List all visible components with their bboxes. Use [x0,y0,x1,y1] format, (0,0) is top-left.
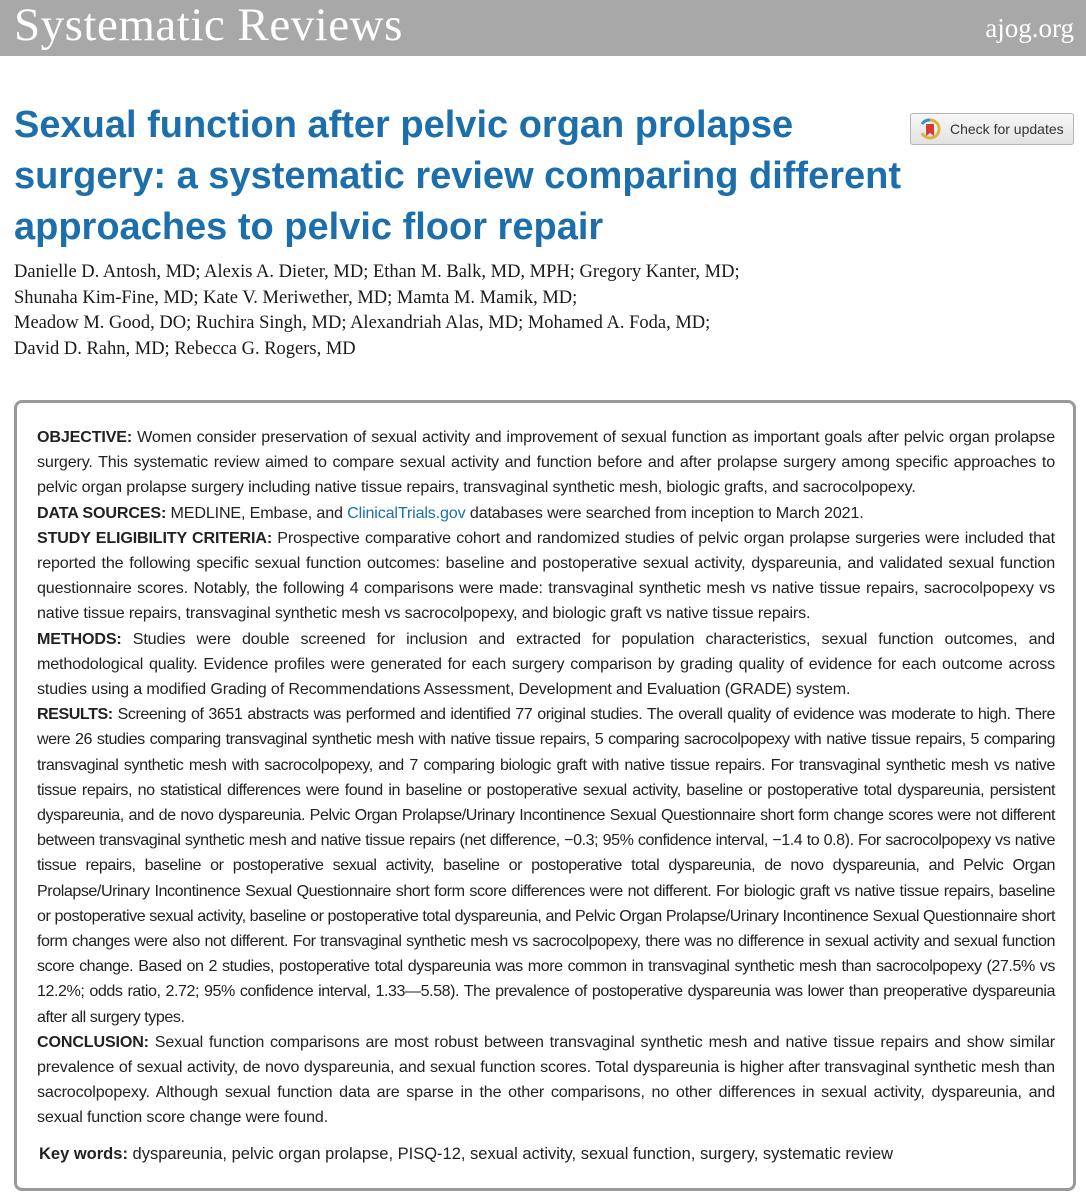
journal-site-link[interactable]: ajog.org [985,13,1074,43]
methods-heading: METHODS: [37,629,122,648]
eligibility-heading: STUDY ELIGIBILITY CRITERIA: [37,528,273,547]
journal-section-title: Systematic Reviews [14,0,403,51]
keywords-heading: Key words: [39,1145,128,1163]
conclusion-text: Sexual function comparisons are most robust between transvaginal synthetic mesh and native tissue repairs and show similar prevalence of sexual activity, de novo dyspareunia, and sexual function scores. Total dyspareunia is higher after transvaginal synthetic mesh than sacrocolpopexy. Although sexual function data are sparse in the other comparisons, no other differences in sexual activity, dyspareunia, and sexual function score change were found. [37,1032,1055,1127]
journal-header-bar [0,0,1086,56]
methods-section [37,627,1055,703]
author-line: Meadow M. Good, DO; Ruchira Singh, MD; Alexandriah Alas, MD; Mohamed A. Foda, MD; [14,313,711,333]
data-sources-heading: DATA SOURCES: [37,503,167,522]
check-for-updates-label: Check for updates [950,121,1064,137]
results-section [37,702,1055,1030]
article-title: Sexual function after pelvic organ prolapse surgery: a systematic review comparing different approaches to pelvic floor repair [14,104,901,248]
objective-section [37,425,1055,501]
keywords-text: dyspareunia, pelvic organ prolapse, PISQ-12, sexual activity, sexual function, surgery, systematic review [132,1145,894,1163]
methods-text: Studies were double screened for inclusion and extracted for population characteristics, sexual function outcomes, and methodological quality. Evidence profiles were generated for each surgery comparison by grading quality of evidence for each outcome across studies using a modified Grading of Recommendations Assessment, Development and Evaluation (GRADE) system. [37,629,1055,699]
results-text: Screening of 3651 abstracts was performed and identified 77 original studies. The overall quality of evidence was moderate to high. There were 26 studies comparing transvaginal synthetic mesh with native tissue repairs, 5 comparing sacrocolpopexy with native tissue repairs, 5 comparing transvaginal synthetic mesh with sacrocolpopexy, and 7 comparing biologic graft with native tissue repairs. For transvaginal synthetic mesh vs native tissue repairs, no statistical differences were found in baseline or postoperative sexual activity, baseline or postoperative total dyspareunia, persistent dyspareunia, and de novo dyspareunia. Pelvic Organ Prolapse/Urinary Incontinence Sexual Questionnaire short form change scores were not different between transvaginal synthetic mesh and native tissue repairs (net difference, −0.3; 95% confidence interval, −1.4 to 0.8). For sacrocolpopexy vs native tissue repairs, baseline or postoperative sexual activity, baseline or postoperative total dyspareunia, de novo dyspareunia, and Pelvic Organ Prolapse/Urinary Incontinence Sexual Questionnaire short form score differences were not different. For biologic graft vs native tissue repairs, baseline or postoperative sexual activity, baseline or postoperative total dyspareunia, and Pelvic Organ Prolapse/Urinary Incontinence Sexual Questionnaire short form changes were also not different. For transvaginal synthetic mesh vs sacrocolpopexy, there was no difference in sexual activity and sexual function score change. Based on 2 studies, postoperative total dyspareunia was more common in transvaginal synthetic mesh than sacrocolpopexy (27.5% vs 12.2%; odds ratio, 2.72; 95% confidence interval, 1.33—5.58). The prevalence of postoperative dyspareunia was lower than preoperative dyspareunia after all surgery types. [37,705,1055,1026]
eligibility-section [37,526,1055,627]
keywords-line [39,1145,1057,1164]
eligibility-text: Prospective comparative cohort and randomized studies of pelvic organ prolapse surgeries were included that reported the following specific sexual function outcomes: baseline and postoperative sexual activity, dyspareunia, and validated sexual function questionnaire scores. Notably, the following 4 comparisons were made: transvaginal synthetic mesh vs native tissue repairs, sacrocolpopexy vs native tissue repairs, transvaginal synthetic mesh vs sacrocolpopexy, and biologic graft vs native tissue repairs. [37,528,1055,623]
data-sources-text: MEDLINE, Embase, and [170,503,343,522]
conclusion-heading: CONCLUSION: [37,1032,149,1051]
data-sources-text-end: databases were searched from inception to March 2021. [469,503,864,522]
author-line: Danielle D. Antosh, MD; Alexis A. Dieter, MD; Ethan M. Balk, MD, MPH; Gregory Kanter, MD; [14,262,740,282]
conclusion-section [37,1030,1055,1131]
objective-text: Women consider preservation of sexual activity and improvement of sexual function as important goals after pelvic organ prolapse surgery. This systematic review aimed to compare sexual activity and function before and after prolapse surgery among specific approaches to pelvic organ prolapse surgery including native tissue repairs, transvaginal synthetic mesh, biologic grafts, and sacrocolpopexy. [37,428,1055,497]
author-line: Shunaha Kim-Fine, MD; Kate V. Meriwether, MD; Mamta M. Mamik, MD; [14,287,578,308]
clinicaltrials-link[interactable]: ClinicalTrials.gov [347,503,466,522]
author-line: David D. Rahn, MD; Rebecca G. Rogers, MD [14,338,356,359]
author-list [14,260,1064,362]
data-sources-section [37,501,1055,526]
bookmark-refresh-icon [919,118,941,140]
abstract-body [37,425,1055,1131]
results-heading: RESULTS: [37,705,113,724]
abstract-box [14,400,1076,1191]
check-for-updates-button[interactable] [910,113,1074,145]
objective-heading: OBJECTIVE: [37,428,133,446]
